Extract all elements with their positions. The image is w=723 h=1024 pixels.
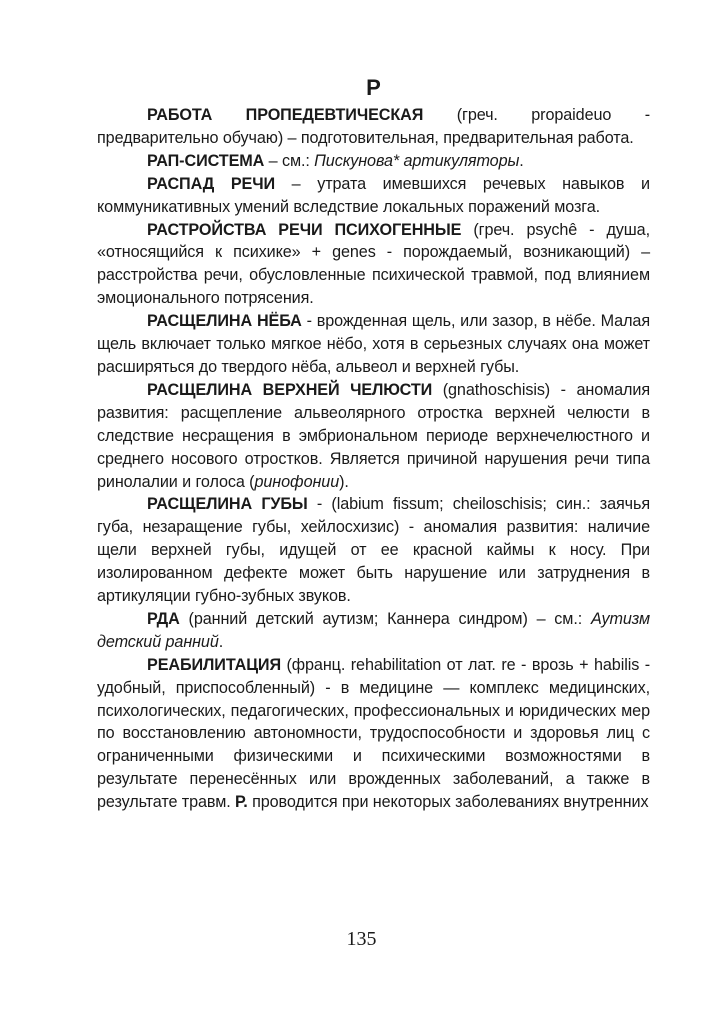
entry-term: РАСТРОЙСТВА РЕЧИ ПСИХОГЕННЫЕ (147, 220, 462, 239)
entry-rasstroystva-rechi (97, 219, 650, 311)
section-letter-heading: Р (366, 75, 381, 100)
entry-rabota-propedevticheskaya (97, 104, 650, 150)
entry-cross-reference: ринофонии (254, 472, 340, 491)
entry-tail: . (218, 632, 224, 651)
entry-tail: ). (339, 472, 349, 491)
entry-term: РДА (147, 609, 180, 628)
entry-term: РАСЩЕЛИНА НЁБА (147, 312, 302, 331)
entry-term-abbreviation: Р. (235, 793, 248, 812)
entry-term: РАСЩЕЛИНА ВЕРХНЕЙ ЧЕЛЮСТИ (147, 380, 433, 399)
entry-cross-reference: Пискунова* артикуляторы (314, 151, 520, 170)
entry-rda (97, 608, 650, 654)
entry-term: РАП-СИСТЕМА (147, 151, 265, 170)
entry-text: (франц. rehabilitation от лат. re - врозь + habilis - удобный, приспособленный) - в медицине — комплекс медицинских, психологических, педагогических, профессиональных и юридических мер по восстановлению автономности, трудоспособности и здоровья лиц с ограниченными физическими и психическими возможностями в результате перенесённых или врожденных заболеваний, а также в результате травм. (97, 655, 650, 812)
entry-cross-reference: Аутизм детский ранний (97, 609, 650, 651)
entry-text: (ранний детский аутизм; Каннера синдром) – см.: (179, 609, 591, 628)
entry-text: (греч. propaideuo - предварительно обучаю) – подготовительная, предварительная работа. (97, 106, 650, 147)
entry-text: - (labium fissum; cheiloschisis; син.: заячья губа, незаращение губы, хейлосхизис) - аномалия развития: наличие щели верхней губы, идущей от ее красной каймы к носу. При изолированном дефекте может быть нарушение или затруднения в артикуляции губно-зубных звуков. (97, 495, 650, 606)
entry-term: РАСЩЕЛИНА ГУБЫ (147, 495, 308, 514)
entry-rasshchelina-verkhney-chelyusti (97, 379, 650, 494)
entry-tail: проводится при некоторых заболеваниях внутренних (247, 793, 649, 812)
entry-rasshchelina-neba (97, 310, 650, 379)
entry-text: (gnathoschisis) - аномалия развития: расщепление альвеолярного отростка верхней челюсти в следствие несращения в эмбриональном периоде верхнечелюстного и среднего носового отростков. Является причиной нарушения речи типа ринолалии и голоса ( (97, 380, 650, 491)
entry-term: РАБОТА ПРОПЕДЕВТИЧЕСКАЯ (147, 106, 424, 124)
dictionary-page (97, 74, 650, 814)
entry-reabilitatsiya (97, 654, 650, 814)
entry-raspad-rechi (97, 173, 650, 219)
entry-rap-sistema (97, 150, 650, 173)
entry-text: (греч. psychê - душа, «относящийся к психике» + genes - порождаемый, возникающий) – расстройства речи, обусловленные психической травмой, под влиянием эмоционального потрясения. (97, 220, 650, 308)
entry-text: - врожденная щель, или зазор, в нёбе. Малая щель включает только мягкое нёбо, хотя в серьезных случаях она может расширяться до твердого нёба, альвеол и верхней губы. (97, 312, 650, 376)
entry-text: – см.: (264, 151, 315, 170)
entry-text: – утрата имевшихся речевых навыков и коммуникативных умений вследствие локальных поражений мозга. (97, 174, 650, 216)
page-number: 135 (346, 928, 377, 950)
entry-rasshchelina-guby (97, 493, 650, 608)
entry-term: РАСПАД РЕЧИ (147, 174, 276, 193)
entry-term: РЕАБИЛИТАЦИЯ (147, 655, 281, 674)
entry-tail: . (519, 151, 524, 170)
